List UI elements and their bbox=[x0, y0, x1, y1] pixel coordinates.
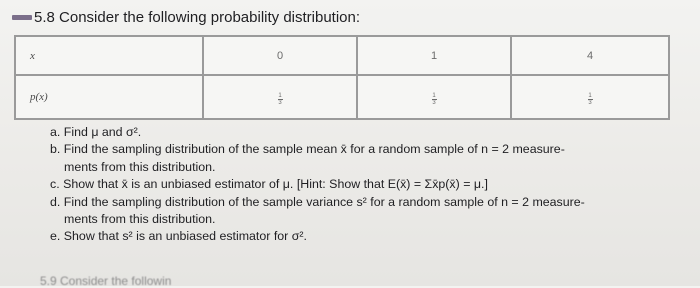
question-list bbox=[50, 124, 585, 246]
x-value-1: 1 bbox=[357, 36, 511, 75]
fraction: $\frac{1}{3}$ bbox=[278, 93, 282, 106]
p-value-1 bbox=[357, 75, 511, 119]
item-a: a. Find μ and σ². bbox=[50, 125, 142, 139]
problem-text: Consider the following probability distribution: bbox=[59, 8, 361, 26]
table-row-x bbox=[15, 36, 669, 75]
fraction: $\frac{1}{3}$ bbox=[432, 93, 436, 106]
probability-table bbox=[14, 35, 670, 120]
item-d: d. Find the sampling distribution of the sample variance s² for a random sample of n = 2 measure- bbox=[50, 194, 585, 209]
item-b: b. Find the sampling distribution of the sample mean x̄ for a random sample of n = 2 measure- bbox=[50, 142, 565, 157]
next-problem-partial: 5.9 Consider the followin bbox=[40, 274, 172, 288]
problem-heading bbox=[12, 7, 360, 27]
problem-number: 5.8 bbox=[34, 8, 55, 26]
item-c: c. Show that x̄ is an unbiased estimator of μ. [Hint: Show that E(x̄) = Σx̄p(x̄) = μ.] bbox=[50, 177, 488, 192]
item-b-continued: ments from this distribution. bbox=[64, 159, 216, 174]
table-row-p bbox=[15, 75, 669, 119]
fraction: $\frac{1}{3}$ bbox=[588, 93, 592, 106]
problem-title bbox=[34, 9, 360, 26]
x-value-0: 0 bbox=[203, 36, 357, 75]
item-d-continued: ments from this distribution. bbox=[64, 212, 216, 227]
row-label-p: p(x) bbox=[15, 75, 203, 119]
heading-marker-icon bbox=[12, 15, 32, 20]
item-e: e. Show that s² is an unbiased estimator for σ². bbox=[50, 229, 307, 244]
row-label-x: x bbox=[15, 36, 203, 75]
p-value-2 bbox=[511, 75, 669, 119]
x-value-2: 4 bbox=[511, 36, 669, 75]
p-value-0 bbox=[203, 75, 357, 119]
